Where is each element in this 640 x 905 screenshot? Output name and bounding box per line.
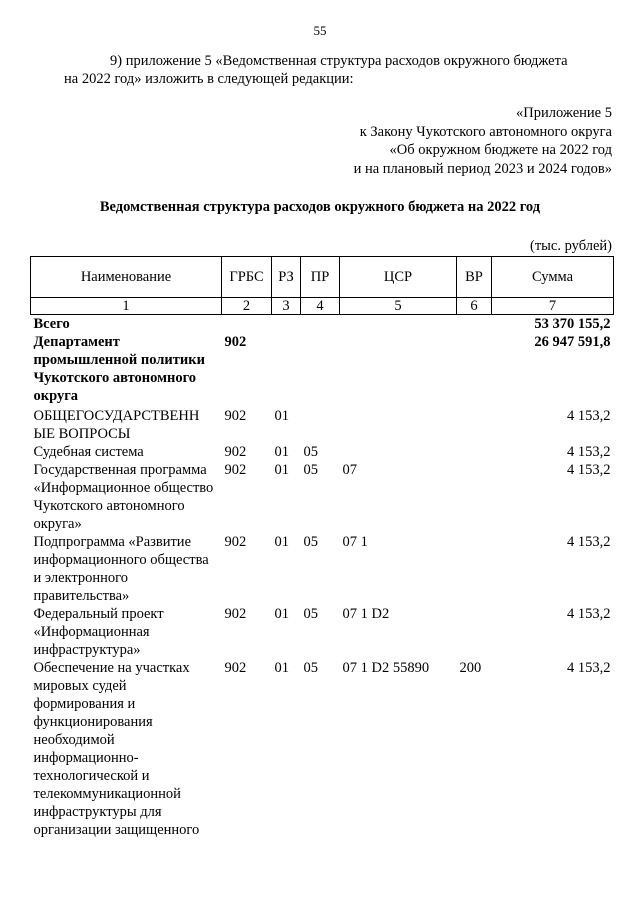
row-vr <box>457 333 492 405</box>
row-rz: 01 <box>274 606 289 622</box>
row-grbs: 902 <box>224 444 247 460</box>
table-row <box>31 659 614 839</box>
column-number: 3 <box>272 298 301 315</box>
intro-paragraph <box>64 52 604 88</box>
row-sum: 4 153,2 <box>567 444 611 460</box>
row-name: Департамент промышленной политики Чукотского автономного округа <box>33 334 205 404</box>
row-grbs: 902 <box>224 408 247 424</box>
row-name: ОБЩЕГОСУДАРСТВЕНН ЫЕ ВОПРОСЫ <box>33 408 200 442</box>
row-sum: 53 370 155,2 <box>534 316 611 332</box>
row-grbs: 902 <box>224 534 247 550</box>
row-pr <box>301 333 340 405</box>
budget-table <box>30 256 614 839</box>
row-sum: 4 153,2 <box>567 408 611 424</box>
header-vr: ВР <box>457 257 492 298</box>
row-name: Федеральный проект «Информационная инфраструктура» <box>33 606 164 658</box>
row-vr <box>457 443 492 461</box>
row-vr <box>457 405 492 443</box>
row-csr <box>340 443 457 461</box>
row-rz: 01 <box>274 462 289 478</box>
row-rz <box>272 315 301 334</box>
header-sum: Сумма <box>492 257 614 298</box>
row-vr <box>457 315 492 334</box>
row-vr <box>457 533 492 605</box>
header-csr: ЦСР <box>340 257 457 298</box>
row-pr: 05 <box>303 660 318 676</box>
intro-line-1: 9) приложение 5 «Ведомственная структура расходов окружного бюджета <box>110 53 568 69</box>
row-csr: 07 <box>342 462 357 478</box>
column-number: 6 <box>457 298 492 315</box>
row-pr: 05 <box>303 606 318 622</box>
column-number: 7 <box>492 298 614 315</box>
row-rz <box>272 333 301 405</box>
row-sum: 4 153,2 <box>567 660 611 676</box>
row-csr <box>340 333 457 405</box>
row-grbs: 902 <box>224 462 247 478</box>
appendix-line-4: и на плановый период 2023 и 2024 годов» <box>353 160 612 177</box>
column-number: 5 <box>340 298 457 315</box>
row-name: Всего <box>33 316 70 332</box>
row-csr <box>340 405 457 443</box>
header-pr: ПР <box>301 257 340 298</box>
row-pr: 05 <box>303 534 318 550</box>
row-grbs <box>222 315 272 334</box>
column-number: 4 <box>301 298 340 315</box>
appendix-line-2: к Закону Чукотского автономного округа <box>359 123 612 140</box>
table-row-department <box>31 333 614 405</box>
row-name: Судебная система <box>33 444 144 460</box>
row-pr: 05 <box>303 462 318 478</box>
row-rz: 01 <box>274 660 289 676</box>
row-vr <box>457 461 492 533</box>
table-header-row <box>31 257 614 298</box>
row-csr: 07 1 D2 <box>342 606 390 622</box>
table-row-total <box>31 315 614 334</box>
intro-line-2: на 2022 год» изложить в следующей редакции: <box>64 71 354 87</box>
table-row <box>31 443 614 461</box>
row-pr <box>301 315 340 334</box>
row-sum: 4 153,2 <box>567 534 611 550</box>
row-rz: 01 <box>274 534 289 550</box>
row-name: Государственная программа «Информационное общество Чукотского автономного округа» <box>33 462 214 532</box>
row-sum: 26 947 591,8 <box>534 334 611 350</box>
document-title: Ведомственная структура расходов окружного бюджета на 2022 год <box>99 199 541 215</box>
row-pr <box>301 405 340 443</box>
row-grbs: 902 <box>224 606 247 622</box>
row-name: Обеспечение на участках мировых судей формирования и функционирования необходимой информационно-технологической и телекоммуникационной инфраструктуры для организации защищенного <box>33 660 200 838</box>
header-rz: РЗ <box>272 257 301 298</box>
table-row <box>31 405 614 443</box>
column-number: 2 <box>222 298 272 315</box>
row-rz: 01 <box>274 444 289 460</box>
column-number: 1 <box>31 298 222 315</box>
row-grbs: 902 <box>224 334 247 350</box>
appendix-line-1: «Приложение 5 <box>516 105 612 121</box>
appendix-reference <box>354 104 612 178</box>
appendix-line-3: «Об окружном бюджете на 2022 год <box>389 142 612 158</box>
units-label: (тыс. рублей) <box>530 238 612 254</box>
row-grbs: 902 <box>224 660 247 676</box>
row-rz: 01 <box>274 408 289 424</box>
row-name: Подпрограмма «Развитие информационного общества и электронного правительства» <box>33 534 209 604</box>
row-pr: 05 <box>303 444 318 460</box>
header-grbs: ГРБС <box>222 257 272 298</box>
header-name: Наименование <box>31 257 222 298</box>
row-csr: 07 1 D2 55890 <box>342 660 430 676</box>
row-csr <box>340 315 457 334</box>
row-vr: 200 <box>459 660 482 676</box>
row-sum: 4 153,2 <box>567 606 611 622</box>
row-csr: 07 1 <box>342 534 368 550</box>
column-number-row <box>31 298 614 315</box>
row-vr <box>457 605 492 659</box>
table-row <box>31 533 614 605</box>
row-sum: 4 153,2 <box>567 462 611 478</box>
table-row <box>31 461 614 533</box>
table-row <box>31 605 614 659</box>
page-number: 55 <box>313 23 327 38</box>
